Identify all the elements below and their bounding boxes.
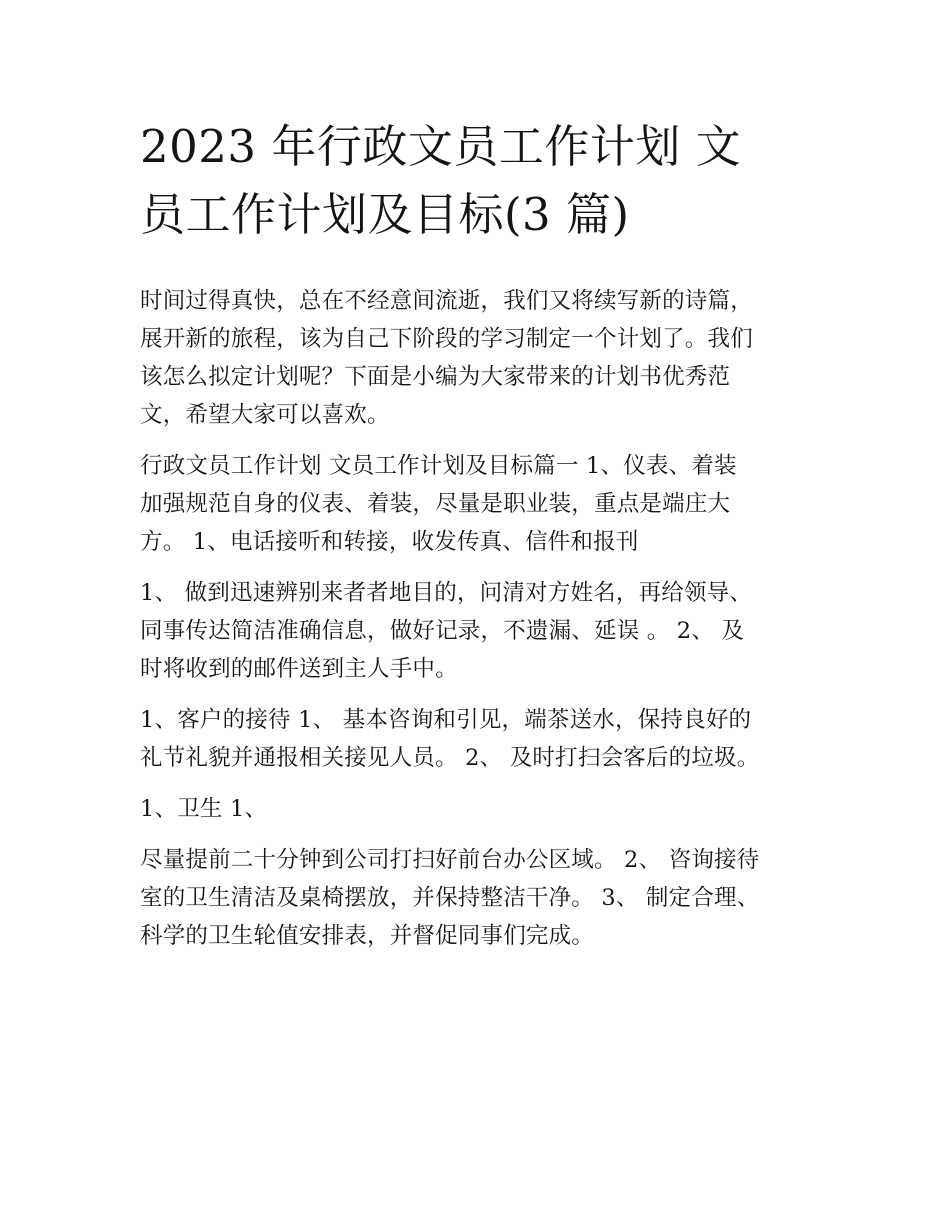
title-line: 员工作计划及目标(3 篇)	[140, 188, 630, 241]
paragraph-hygiene-heading	[140, 790, 830, 828]
paragraph-line: 1、客户的接待 1、 基本咨询和引见，端茶送水，保持良好的	[140, 707, 752, 733]
paragraph-line: 时将收到的邮件送到主人手中。	[140, 656, 458, 682]
paragraph-line: 方。 1、电话接听和转接，收发传真、信件和报刊	[140, 529, 639, 555]
paragraph-line: 1、 做到迅速辨别来者者地目的，问清对方姓名，再给领导、	[140, 580, 753, 606]
paragraph-line: 行政文员工作计划 文员工作计划及目标篇一 1、仪表、着装	[140, 453, 737, 479]
document-title	[140, 113, 820, 249]
paragraph-line: 同事传达简洁准确信息，做好记录，不遗漏、延误 。 2、 及	[140, 618, 745, 644]
paragraph-appearance	[140, 447, 830, 561]
paragraph-line: 时间过得真快，总在不经意间流逝，我们又将续写新的诗篇，	[140, 288, 753, 314]
paragraph-line: 尽量提前二十分钟到公司打扫好前台办公区域。 2、 咨询接待	[140, 847, 760, 873]
paragraph-line: 加强规范自身的仪表、着装，尽量是职业装，重点是端庄大	[140, 491, 731, 517]
paragraph-reception	[140, 701, 830, 777]
document-body	[140, 282, 830, 955]
paragraph-line: 1、卫生 1、	[140, 796, 268, 822]
paragraph-line: 展开新的旅程，该为自己下阶段的学习制定一个计划了。我们	[140, 326, 753, 352]
paragraph-line: 礼节礼貌并通报相关接见人员。 2、 及时打扫会客后的垃圾。	[140, 745, 760, 771]
paragraph-line: 室的卫生清洁及桌椅摆放，并保持整洁干净。 3、 制定合理、	[140, 885, 760, 911]
paragraph-line: 文，希望大家可以喜欢。	[140, 402, 390, 428]
paragraph-hygiene	[140, 841, 830, 955]
paragraph-line: 该怎么拟定计划呢？下面是小编为大家带来的计划书优秀范	[140, 364, 731, 390]
paragraph-intro	[140, 282, 830, 434]
title-line: 2023 年行政文员工作计划 文	[140, 120, 742, 173]
paragraph-line: 科学的卫生轮值安排表，并督促同事们完成。	[140, 923, 595, 949]
paragraph-phone	[140, 574, 830, 688]
